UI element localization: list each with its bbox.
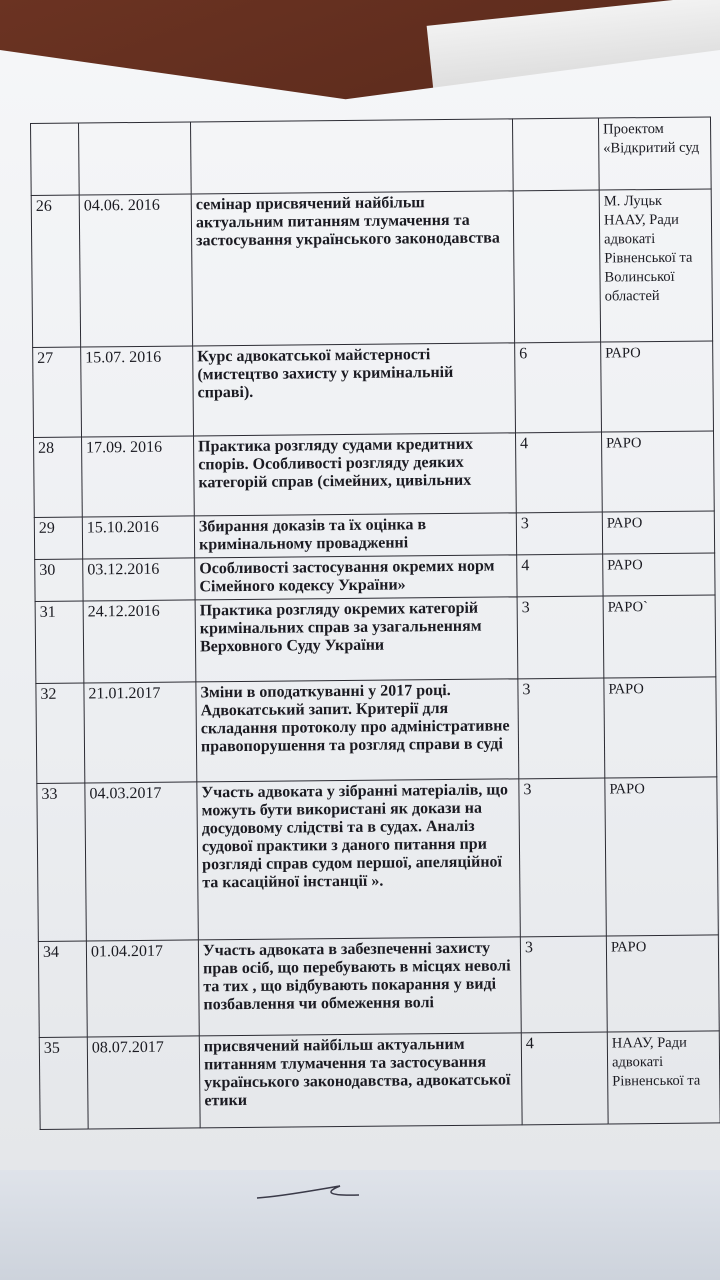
row-number: 26 <box>31 195 80 347</box>
row-topic: Зміни в оподаткуванні у 2017 році. Адвокатський запит. Критерії для складання протоколу про адміністративне правопорушення та розгляд справи в суді <box>196 679 519 782</box>
row-topic: Особливості застосування окремих норм Сімейного кодексу України» <box>195 555 517 600</box>
row-topic: Практика розгляду окремих категорій кримінальних справ за узагальненням Верховного Суду України <box>195 597 518 682</box>
row-topic: Участь адвоката у зібранні матеріалів, що можуть бути використані як докази на досудовому слідстві та в судах. Аналіз судової практики з даного питання при розгляді справ судом першої, апеляційної та касаційної інстанції ». <box>197 779 521 940</box>
row-date: 04.03.2017 <box>85 782 199 941</box>
row-organizer: РАРО <box>601 341 714 432</box>
row-number: 27 <box>33 347 82 437</box>
row-hours: 4 <box>521 1032 608 1125</box>
row-number: 35 <box>39 1037 88 1129</box>
row-topic: Збирання доказів та їх оцінка в кримінальному провадженні <box>194 513 516 558</box>
row-number: 31 <box>35 601 84 683</box>
row-topic: Практика розгляду судами кредитних спорів. Особливості розгляду деяких категорій справ (сімейних, цивільних <box>194 433 517 516</box>
row-topic: присвячений найбільш актуальним питанням тлумачення та застосування українського законодавства, адвокатської етики <box>199 1033 522 1128</box>
row-organizer: РАРО <box>606 935 719 1032</box>
row-date: 15.07. 2016 <box>81 346 194 437</box>
row-date: 24.12.2016 <box>83 600 196 683</box>
row-organizer: РАРО <box>602 511 714 554</box>
row-date: 17.09. 2016 <box>82 436 195 517</box>
row-date: 01.04.2017 <box>86 940 199 1037</box>
row-hours: 3 <box>516 512 602 555</box>
table-row <box>34 431 715 518</box>
row-date: 08.07.2017 <box>87 1036 200 1129</box>
row-number: 29 <box>34 517 82 559</box>
row-date: 03.12.2016 <box>83 558 195 601</box>
row-hours <box>513 190 600 343</box>
table-row <box>35 595 716 684</box>
row-organizer: Проектом «Відкритий суд <box>598 117 711 190</box>
row-hours: 3 <box>517 596 604 679</box>
row-hours: 6 <box>515 342 602 433</box>
table-row <box>36 677 717 784</box>
row-hours: 3 <box>519 778 607 937</box>
events-table <box>30 116 720 1129</box>
row-number: 30 <box>35 559 83 601</box>
row-organizer: РАРО` <box>603 595 716 678</box>
row-topic: семінар присвячений найбільш актуальним питанням тлумачення та застосування українського законодавства <box>191 191 514 346</box>
row-date <box>79 122 192 195</box>
row-number: 33 <box>37 783 87 941</box>
row-hours: 4 <box>517 554 603 597</box>
row-hours: 3 <box>518 678 605 779</box>
row-number: 34 <box>38 941 87 1037</box>
row-number <box>31 123 80 195</box>
table-row <box>37 777 718 942</box>
row-hours <box>512 118 599 191</box>
row-date: 21.01.2017 <box>84 682 197 783</box>
pen-mark-icon <box>255 1180 365 1202</box>
table-row <box>35 553 715 602</box>
row-organizer: РАРО <box>601 431 714 512</box>
row-organizer: РАРО <box>604 677 717 778</box>
table-row <box>33 341 714 438</box>
row-date: 04.06. 2016 <box>79 194 192 347</box>
row-hours: 4 <box>515 432 602 513</box>
row-topic: Курс адвокатської майстерності (мистецтво захисту у кримінальній справі). <box>193 343 516 436</box>
row-organizer: М. Луцьк НААУ, Ради адвокаті Рівненської та Волинської областей <box>599 189 712 342</box>
row-topic <box>190 119 513 194</box>
table-row <box>39 1031 720 1130</box>
table-row <box>31 189 712 348</box>
table-row <box>38 935 719 1038</box>
row-topic: Участь адвоката в забезпеченні захисту прав осіб, що перебувають в місцях неволі та тих , що відбувають покарання у виді позбавлення чи обмеження волі <box>198 937 521 1036</box>
table-row <box>31 117 712 196</box>
row-number: 32 <box>36 683 85 783</box>
row-number: 28 <box>34 437 83 517</box>
row-hours: 3 <box>520 936 607 1033</box>
table-row <box>34 511 714 560</box>
row-organizer: НААУ, Ради адвокаті Рівненської та <box>607 1031 720 1124</box>
row-organizer: РАРО <box>605 777 719 936</box>
row-date: 15.10.2016 <box>82 516 194 559</box>
row-organizer: РАРО <box>603 553 715 596</box>
